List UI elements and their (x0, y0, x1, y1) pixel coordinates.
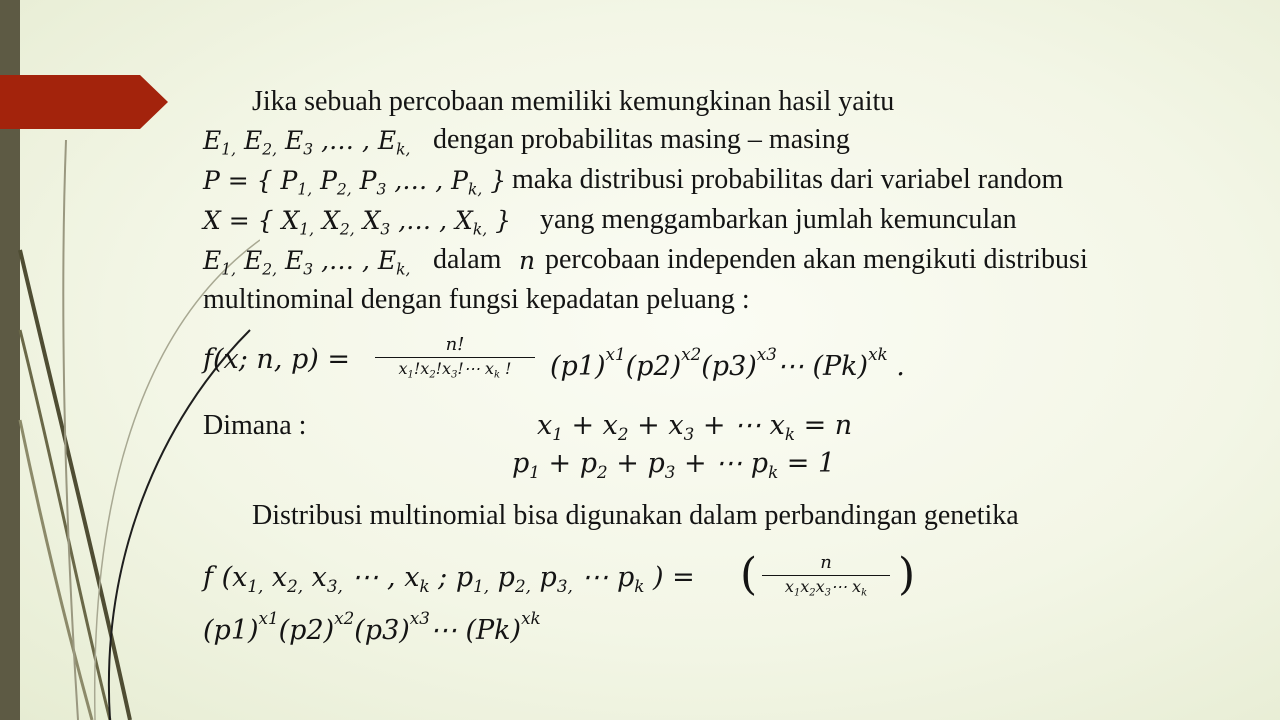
formula2-line2: $(p1)^{x1}(p2)^{x2}(p3)^{x3}\cdots$ $(Pk)^{xk}$ (203, 608, 541, 647)
constraint-sum-p: $p_1 + p_2 + p_3$ + ⋯ $p_k = 1$ (512, 448, 836, 482)
para1-line1-text: Jika sebuah percobaan memiliki kemungkinan hasil yaitu (252, 86, 895, 117)
formula2-fraction (762, 552, 890, 603)
para1-line4-text: yang menggambarkan jumlah kemunculan (540, 204, 1017, 235)
fraction-bar (762, 575, 890, 576)
formula2-left-paren: ( (740, 549, 758, 600)
para1-line5-text-b: percobaan independen akan mengikuti distribusi (545, 244, 1088, 275)
variable-set: X = { $X_{1,}$ $X_{2,}$ $X_3$ ,… , $X_{k,}$ } (203, 206, 511, 239)
formula1-numerator: n! (445, 334, 465, 355)
para1-line6-text: multinominal dengan fungsi kepadatan peluang : (203, 284, 750, 315)
constraint-sum-x: $x_1 + x_2 + x_3$ + ⋯ $x_k = n$ (537, 410, 853, 444)
fraction-bar (375, 357, 535, 358)
dimana-label: Dimana : (203, 410, 307, 441)
formula1-fraction (375, 334, 535, 385)
formula1-rhs: $(p1)^{x1}(p2)^{x2}(p3)^{x3}\cdots$ $(Pk)^{xk}$ . (550, 344, 905, 383)
probability-set: P = { $P_{1,}$ $P_{2,}$ $P_3$ ,… , $P_{k,}$ } (203, 166, 507, 199)
formula2-right-paren: ) (898, 549, 916, 600)
para2-line1-text: Distribusi multinomial bisa digunakan dalam perbandingan genetika (252, 500, 1019, 531)
formula1-lhs: f(x; n, p) = (203, 344, 351, 375)
para1-line2-text: dengan probabilitas masing – masing (433, 124, 850, 155)
formula2-numerator: n (820, 552, 832, 573)
formula2-lhs: f ($x_{1,}$ $x_{2,}$ $x_{3,}$ ⋯ , $x_k$ ; $p_{1,}$ $p_{2,}$ $p_{3,}$ ⋯ $p_k$ ) = (203, 562, 695, 596)
para1-line5-text-a: dalam (433, 244, 502, 275)
formula1-denominator: $x_1!x_2!x_3!\cdots$ $x_k$ ! (398, 359, 512, 381)
para1-line3-text: maka distribusi probabilitas dari variabel random (512, 164, 1064, 195)
events-list-1: $E_{1,}$ $E_{2,}$ $E_3$ ,… , $E_{k,}$ (203, 126, 411, 159)
var-n: n (519, 246, 536, 275)
formula2-denominator: $x_1x_2x_3\cdots$ $x_k$ (784, 577, 868, 599)
events-list-2: $E_{1,}$ $E_{2,}$ $E_3$ ,… , $E_{k,}$ (203, 246, 411, 279)
